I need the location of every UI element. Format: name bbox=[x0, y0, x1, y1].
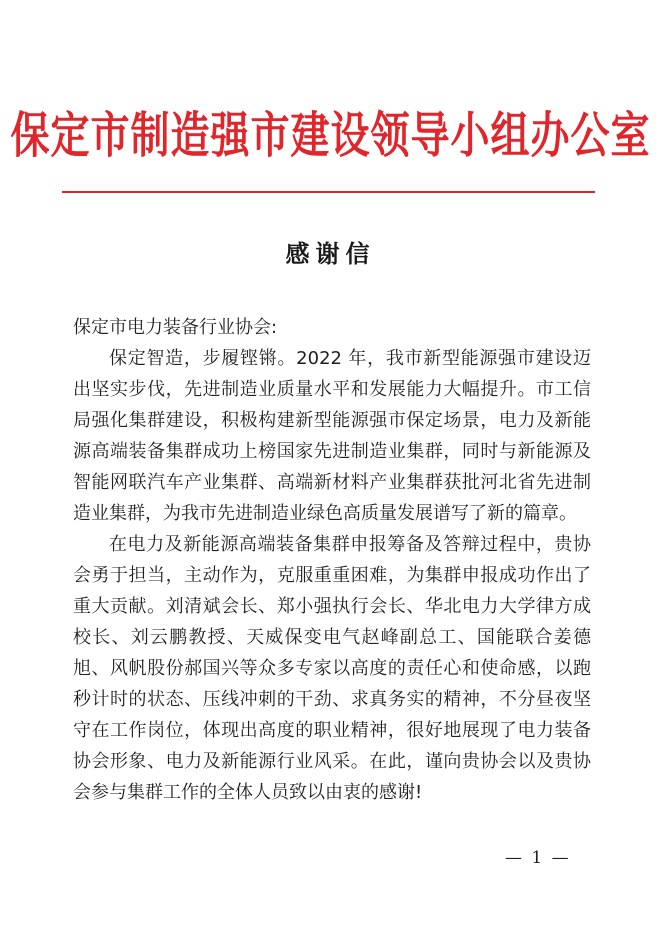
paragraph-1: 保定智造，步履铿锵。2022 年，我市新型能源强市建设迈出坚实步伐，先进制造业质量水平和发展能力大幅提升。市工信局强化集群建设，积极构建新型能源强市保定场景，电力及新能源高端装备集群成功上榜国家先进制造业集群，同时与新能源及智能网联汽车产业集群、高端新材料产业集群获批河北省先进制造业集群，为我市先进制造业绿色高质量发展谱写了新的篇章。 bbox=[73, 348, 591, 524]
letter-body bbox=[73, 312, 591, 808]
salutation: 保定市电力装备行业协会: bbox=[73, 317, 278, 338]
paragraph-2: 在电力及新能源高端装备集群申报筹备及答辩过程中，贵协会勇于担当，主动作为，克服重重困难，为集群申报成功作出了重大贡献。刘清斌会长、郑小强执行会长、华北电力大学律方成校长、刘云鹏教授、天威保变电气赵峰副总工、国能联合姜德旭、风帆股份郝国兴等众多专家以高度的责任心和使命感，以跑秒计时的状态、压线冲刺的干劲、求真务实的精神，不分昼夜坚守在工作岗位，体现出高度的职业精神，很好地展现了电力装备协会形象、电力及新能源行业风采。在此，谨向贵协会以及贵协会参与集群工作的全体人员致以由衷的感谢! bbox=[73, 534, 591, 803]
page-number: — 1 — bbox=[505, 848, 571, 868]
letter-title: 感谢信 bbox=[285, 239, 376, 268]
issuing-office-title: 保定市制造强市建设领导小组办公室 bbox=[10, 108, 651, 165]
header-red-rule bbox=[62, 191, 595, 193]
